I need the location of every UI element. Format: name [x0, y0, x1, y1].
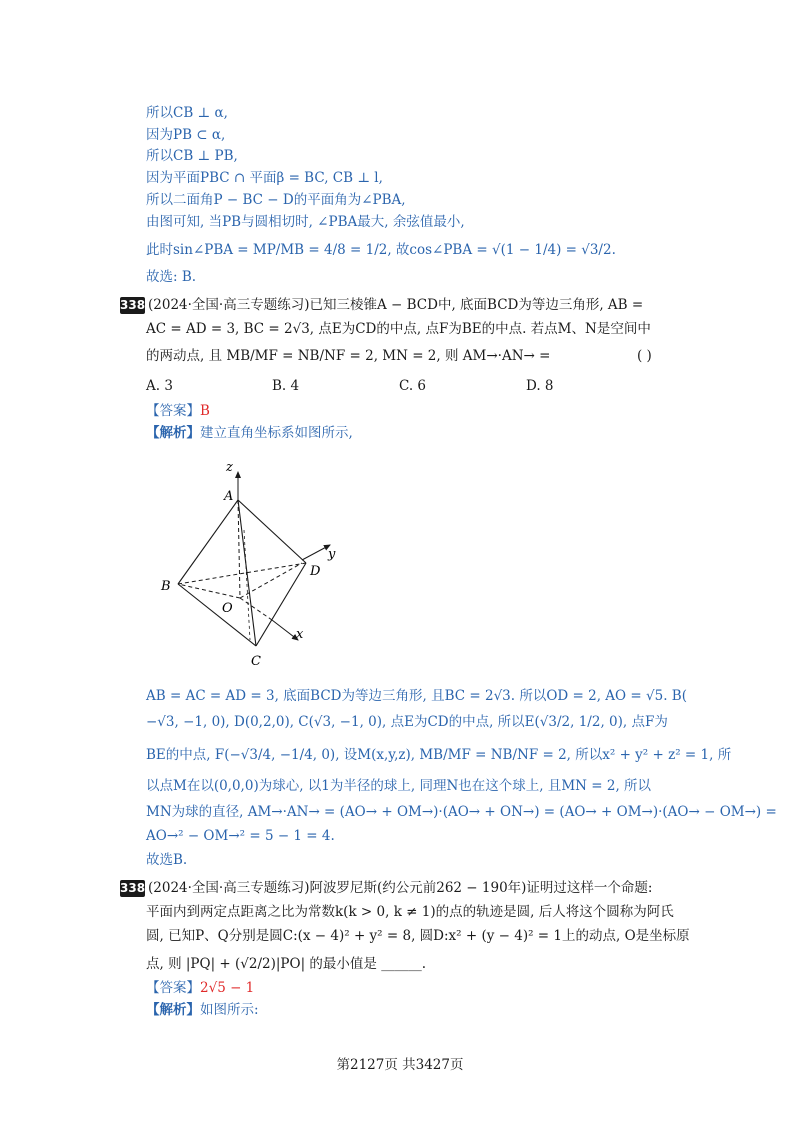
edge-ac — [238, 500, 256, 646]
analysis-label-2: 【解析】 — [146, 1002, 200, 1018]
prev-solution-line-3: 所以CB ⊥ PB, — [146, 148, 238, 164]
label-b: B — [161, 579, 171, 594]
edge-ab — [178, 500, 238, 584]
answer-value-2: 2√5 − 1 — [200, 980, 255, 996]
prev-solution-conclusion: 故选: B. — [146, 269, 197, 285]
question-stem-line-3: 的两动点, 且 MB/MF = NB/NF = 2, MN = 2, 则 AM→·AN→ = — [146, 348, 551, 364]
option-d: D. 8 — [526, 378, 554, 394]
question-stem-line-2: AC = AD = 3, BC = 2√3, 点E为CD的中点, 点F为BE的中点. 若点M、N是空间中 — [146, 321, 651, 337]
answer-label: 【答案】 — [146, 403, 200, 419]
solution-line-5: MN为球的直径, AM→·AN→ = (AO→ + OM→)·(AO→ + ON→) = (AO→ + OM→)·(AO→ − OM→) = — [146, 804, 777, 820]
question-number-badge-2: 3387 — [120, 881, 154, 895]
segment-ox — [240, 598, 272, 620]
tetrahedron-figure — [150, 450, 350, 675]
answer-line — [146, 402, 210, 420]
prev-solution-line-4: 因为平面PBC ∩ 平面β = BC, CB ⊥ l, — [146, 170, 383, 186]
option-b: B. 4 — [272, 378, 300, 394]
segment-ac-dashed — [244, 530, 250, 640]
prev-solution-line-5: 所以二面角P − BC − D的平面角为∠PBA, — [146, 192, 406, 208]
analysis-text-2: 如图所示: — [200, 1002, 259, 1018]
answer-paren: ( ) — [637, 348, 652, 364]
question2-stem-line-2: 平面内到两定点距离之比为常数k(k > 0, k ≠ 1)的点的轨迹是圆, 后人将这个圆称为阿氏 — [146, 904, 674, 920]
page-footer: 第2127页 共3427页 — [336, 1057, 464, 1073]
analysis-line — [146, 424, 353, 442]
label-x: x — [296, 627, 304, 642]
question2-stem-line-4: 点, 则 |PQ| + (√2/2)|PO| 的最小值是 ______. — [146, 956, 426, 972]
analysis-line-2 — [146, 1001, 259, 1019]
option-a: A. 3 — [146, 378, 173, 394]
label-c: C — [251, 654, 261, 669]
question-number-badge: 3386 — [120, 298, 154, 312]
answer-value: B — [200, 403, 210, 419]
solution-line-1: AB = AC = AD = 3, 底面BCD为等边三角形, 且BC = 2√3. 所以OD = 2, AO = √5. B( — [146, 688, 687, 704]
y-axis — [302, 545, 330, 560]
label-o: O — [222, 601, 233, 616]
question-stem-line-1: (2024·全国·高三专题练习)已知三棱锥A − BCD中, 底面BCD为等边三角形, AB = — [148, 297, 644, 313]
label-y: y — [328, 547, 336, 562]
option-c: C. 6 — [399, 378, 427, 394]
solution-line-3: BE的中点, F(−√3/4, −1/4, 0), 设M(x,y,z), MB/MF = NB/NF = 2, 所以x² + y² + z² = 1, 所 — [146, 747, 732, 763]
question2-stem-line-1: (2024·全国·高三专题练习)阿波罗尼斯(约公元前262 − 190年)证明过这样一个命题: — [148, 880, 653, 896]
prev-solution-line-7: 此时sin∠PBA = MP/MB = 4/8 = 1/2, 故cos∠PBA = √(1 − 1/4) = √3/2. — [146, 242, 616, 258]
label-z: z — [226, 460, 233, 475]
solution-line-4: 以点M在以(0,0,0)为球心, 以1为半径的球上, 同理N也在这个球上, 且MN = 2, 所以 — [146, 778, 652, 794]
analysis-label: 【解析】 — [146, 425, 200, 441]
answer-line-2 — [146, 979, 254, 997]
label-a: A — [224, 489, 234, 504]
prev-solution-line-1: 所以CB ⊥ α, — [146, 105, 228, 121]
solution-line-2: −√3, −1, 0), D(0,2,0), C(√3, −1, 0), 点E为CD的中点, 所以E(√3/2, 1/2, 0), 点F为 — [146, 714, 668, 730]
answer-label-2: 【答案】 — [146, 980, 200, 996]
prev-solution-line-2: 因为PB ⊂ α, — [146, 127, 226, 143]
solution-conclusion: 故选B. — [146, 852, 188, 868]
edge-ad — [238, 500, 306, 563]
solution-line-6: AO→² − OM→² = 5 − 1 = 4. — [146, 828, 335, 844]
label-d: D — [310, 564, 321, 579]
question2-stem-line-3: 圆, 已知P、Q分别是圆C:(x − 4)² + y² = 8, 圆D:x² + (y − 4)² = 1上的动点, O是坐标原 — [146, 928, 690, 944]
x-axis — [272, 620, 298, 640]
prev-solution-line-6: 由图可知, 当PB与圆相切时, ∠PBA最大, 余弦值最小, — [146, 214, 465, 230]
analysis-text: 建立直角坐标系如图所示, — [200, 425, 353, 441]
edge-bd — [178, 563, 306, 584]
